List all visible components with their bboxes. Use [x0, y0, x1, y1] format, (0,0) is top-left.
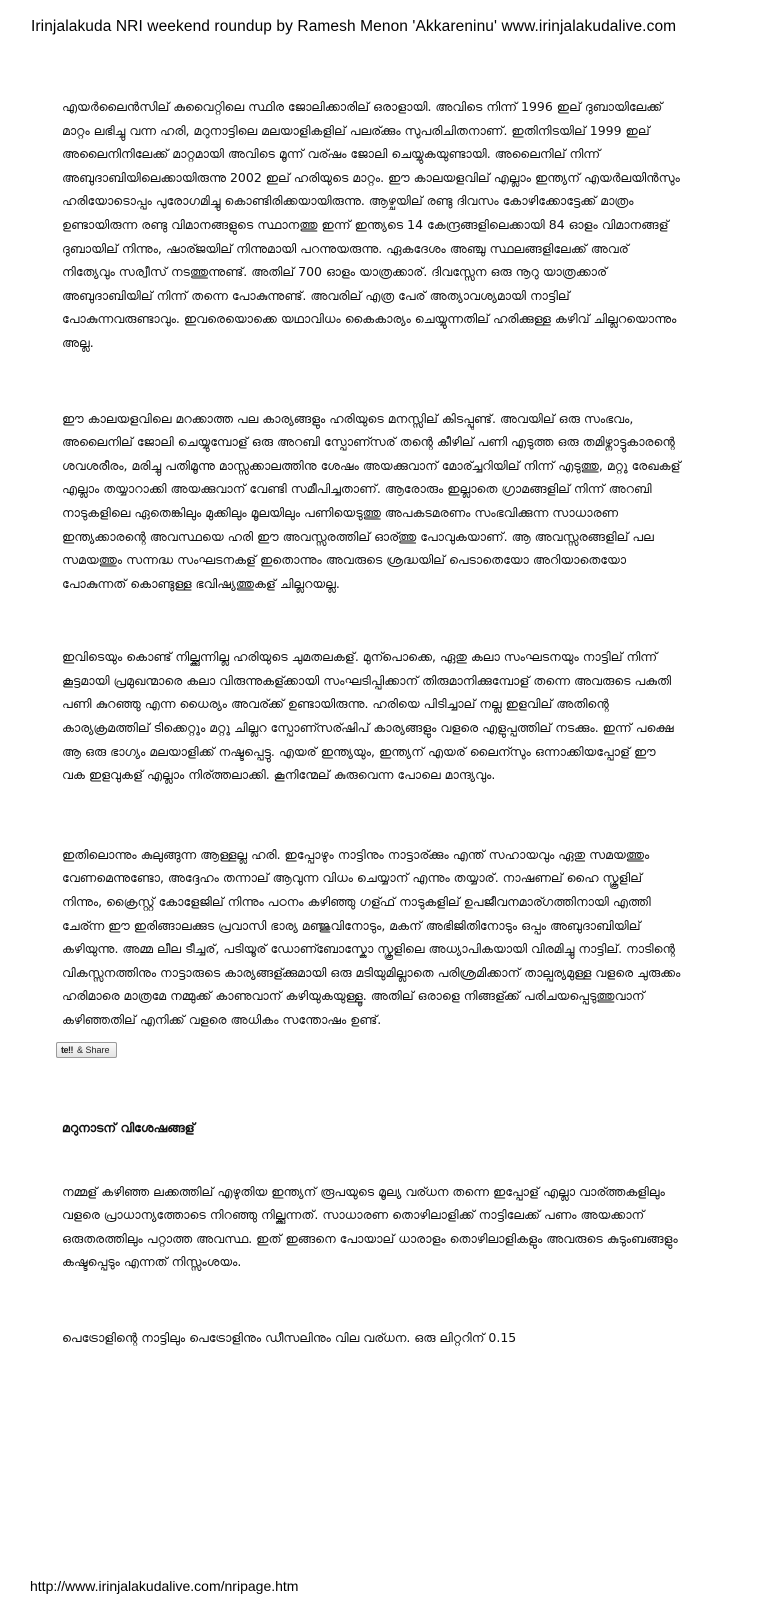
share-button-label: & Share [77, 1044, 110, 1055]
article-paragraph-4: ഇതിലൊന്നും കുലുങ്ങുന്ന ആള്ളല്ല ഹരി. ഇപ്പോഴും നാട്ടിനും നാട്ടാര്ക്കും എന്ത് സഹായവും ഏതു സമയത്തും വേണമെന്നുണ്ടോ, അദ്ദേഹം തന്നാല് ആവുന്ന വിധം ചെയ്യാന് എന്നും തയ്യാര്. നാഷണല് ഹൈ സ്കൂളില് നിന്നും, ക്രൈസ്റ്റ് കോളേജില് നിന്നും പഠനം കഴിഞ്ഞു ഗള്ഫ് നാടുകളില് ഉപജീവനമാര്ഗത്തിനായി എത്തി ചേര്ന്ന ഈ ഇരിങ്ങാലക്കുട പ്രവാസി ഭാര്യ മഞ്ജുവിനോടും, മകന് അഭിജിതിനോടും ഒപ്പം അബുദാബിയില് കഴിയുന്നു. അമ്മ ലീല ടീച്ചര്, പടിയൂര് ഡോണ്ബോസ്കോ സ്കൂളിലെ അധ്യാപികയായി വിരമിച്ചു നാട്ടില്. നാടിന്റെ വികസ്സനത്തിനും നാട്ടാരുടെ കാര്യങ്ങള്ക്കുമായി ഒരു മടിയുമില്ലാതെ പരിശ്രമിക്കാന് താല്പര്യമുള്ള വളരെ ചുരുക്കം ഹരിമാരെ മാത്രമേ നമ്മുക്ക് കാണുവാന് കഴിയുകയുള്ളൂ. അതില് ഒരാളെ നിങ്ങള്ക്ക് പരിചയപ്പെടുത്തുവാന് കഴിഞ്ഞതില് എനിക്ക് വളരെ അധികം സന്തോഷം ഉണ്ട്. [62, 846, 681, 1027]
section-title: മറുനാടന് വിശേഷങ്ങള് [62, 1119, 195, 1135]
tell-and-share-button[interactable] [56, 1042, 117, 1058]
page-footer-url: http://www.irinjalakudalive.com/nripage.htm [30, 1578, 299, 1594]
article-paragraph-2: ഈ കാലയളവിലെ മറക്കാത്ത പല കാര്യങ്ങളും ഹരിയുടെ മനസ്സില് കിടപ്പുണ്ട്. അവയില് ഒരു സംഭവം, അലൈനില് ജോലി ചെയ്യുമ്പോള് ഒരു അറബി സ്പോണ്സര് തന്റെ കീഴില് പണി എടുത്ത ഒരു തമിഴ്നാട്ടുകാരന്റെ ശവശരീരം, മരിച്ചു പതിമൂന്നു മാസ്സക്കാലത്തിനു ശേഷം അയക്കുവാന് മോര്ച്ചറിയില് നിന്ന് എടുത്തു, മറ്റു രേഖകള് എല്ലാം തയ്യാറാക്കി അയക്കുവാന് വേണ്ടി സമീപിച്ചതാണ്. ആരോരും ഇല്ലാതെ ഗ്രാമങ്ങളില് നിന്ന് അറബി നാടുകളിലെ ഏതെങ്കിലും മുക്കിലും മൂലയിലും പണിയെടുത്തു അപകടമരണം സംഭവിക്കുന്ന സാധാരണ ഇന്ത്യക്കാരന്റെ അവസ്ഥയെ ഹരി ഈ അവസ്സരത്തില് ഓര്ത്തു പോവുകയാണ്. ആ അവസ്സരങ്ങളില് പല സമയത്തും സന്നദ്ധ സംഘടനകള് ഇതൊന്നും അവരുടെ ശ്രദ്ധയില് പെടാതെയോ അറിയാതെയോ പോകുന്നത് കൊണ്ടുള്ള ഭവിഷ്യത്തുകള് ചില്ലറയല്ല. [62, 410, 681, 591]
article-paragraph-3: ഇവിടെയും കൊണ്ട് നില്ക്കുന്നില്ല ഹരിയുടെ ചുമതലകള്. മുന്പൊക്കെ, ഏതു കലാ സംഘടനയും നാട്ടില് നിന്ന് കൂട്ടമായി പ്രമുഖന്മാരെ കലാ വിരുന്നുകള്ക്കായി സംഘടിപ്പിക്കാന് തിരുമാനിക്കുമ്പോള് തന്നെ അവരുടെ പകുതി പണി കുറഞ്ഞു എന്ന ധൈര്യം അവര്ക്ക് ഉണ്ടായിരുന്നു. ഹരിയെ പിടിച്ചാല് നല്ല ഇളവില് അതിന്റെ കാര്യക്രമത്തില് ടിക്കെറ്റും മറ്റു ചില്ലറ സ്പോണ്സര്ഷിപ് കാര്യങ്ങളും വളരെ എളുപ്പത്തില് നടക്കും. ഇന്ന് പക്ഷെ ആ ഒരു ഭാഗ്യം മലയാളിക്ക് നഷ്ടപ്പെട്ടു. എയര് ഇന്ത്യയും, ഇന്ത്യന് എയര് ലൈന്സും ഒന്നാക്കിയപ്പോള് ഈ വക ഇളവുകള് എല്ലാം നിര്ത്തലാക്കി. കൂനിന്മേല് കുരുവെന്ന പോലെ മാന്ദ്യവും. [62, 649, 674, 783]
tell-icon: te!! [61, 1044, 73, 1055]
page-header: Irinjalakuda NRI weekend roundup by Ramesh Menon 'Akkareninu' www.irinjalakudalive.com [31, 18, 677, 35]
article-body [62, 95, 682, 1350]
section-paragraph-1: നമ്മള് കഴിഞ്ഞ ലക്കത്തില് എഴുതിയ ഇന്ത്യന് രൂപയുടെ മൂല്യ വര്ധന തന്നെ ഇപ്പോള് എല്ലാ വാര്ത്തകളിലും വളരെ പ്രാധാന്യത്തോടെ നിറഞ്ഞു നില്ക്കുന്നത്. സാധാരണ തൊഴിലാളിക്ക് നാട്ടിലേക്ക് പണം അയക്കാന് ഒരുതരത്തിലും പറ്റാത്ത അവസ്ഥ. ഇത് ഇങ്ങനെ പോയാല് ധാരാളം തൊഴിലാളികളും അവരുടെ കുടുംബങ്ങളും കഷ്ടപ്പെടും എന്നത് നിസ്സംശയം. [62, 1183, 678, 1270]
article-paragraph-1: എയർലൈൻസില് കുവൈറ്റിലെ സ്ഥിര ജോലിക്കാരില് ഒരാളായി. അവിടെ നിന്ന് 1996 ഇല് ദുബായിലേക്ക് മാറ്റം ലഭിച്ചു വന്ന ഹരി, മറുനാട്ടിലെ മലയാളികളില് പലര്ക്കും സുപരിചിതനാണ്. ഇതിനിടയില് 1999 ഇല് അലൈനിനിലേക്ക് മാറ്റമായി അവിടെ മൂന്ന് വര്ഷം ജോലി ചെയ്യുകയുണ്ടായി. അലൈനില് നിന്ന് അബുദാബിയിലെക്കായിരുന്നു 2002 ഇല് ഹരിയുടെ മാറ്റം. ഈ കാലയളവില് എല്ലാം ഇന്ത്യന് എയർലയിൻസും ഹരിയോടൊപ്പം പുരോഗമിച്ചു കൊണ്ടിരിക്കയായിരുന്നു. ആഴ്ചയില് രണ്ടു ദിവസം കോഴിക്കോട്ടേക്ക് മാത്രം ഉണ്ടായിരുന്ന രണ്ടു വിമാനങ്ങളുടെ സ്ഥാനത്തു ഇന്ന് ഇന്ത്യടെ 14 കേന്ദ്രങ്ങളിലെക്കായി 84 ഓളം വിമാനങ്ങള് ദുബായില് നിന്നും, ഷാര്ജയില് നിന്നുമായി പറന്നുയരുന്നു. ഏകദേശം അഞ്ചു സ്ഥലങ്ങളിലേക്ക് അവര് നിത്യേവും സര്വീസ് നടത്തുന്നുണ്ട്. അതില് 700 ഓളം യാത്രക്കാര്. ദിവസ്സേന ഒരു നൂറു യാത്രക്കാര് അബുദാബിയില് നിന്ന് തന്നെ പോകുന്നുണ്ട്. അവരില് എത്ര പേര് അത്യാവശ്യമായി നാട്ടില് പോകുന്നവരുണ്ടാവും. ഇവരെയൊക്കെ യഥാവിധം കൈകാര്യം ചെയ്യുന്നതില് ഹരിക്കുള്ള കഴിവ് ചില്ലറയൊന്നും അല്ല. [62, 99, 680, 350]
section-paragraph-2: പെട്രോളിന്റെ നാട്ടിലും പെട്രോളിനും ഡീസലിനും വില വര്ധന. ഒരു ലിറ്ററിന് 0.15 [62, 1329, 517, 1345]
